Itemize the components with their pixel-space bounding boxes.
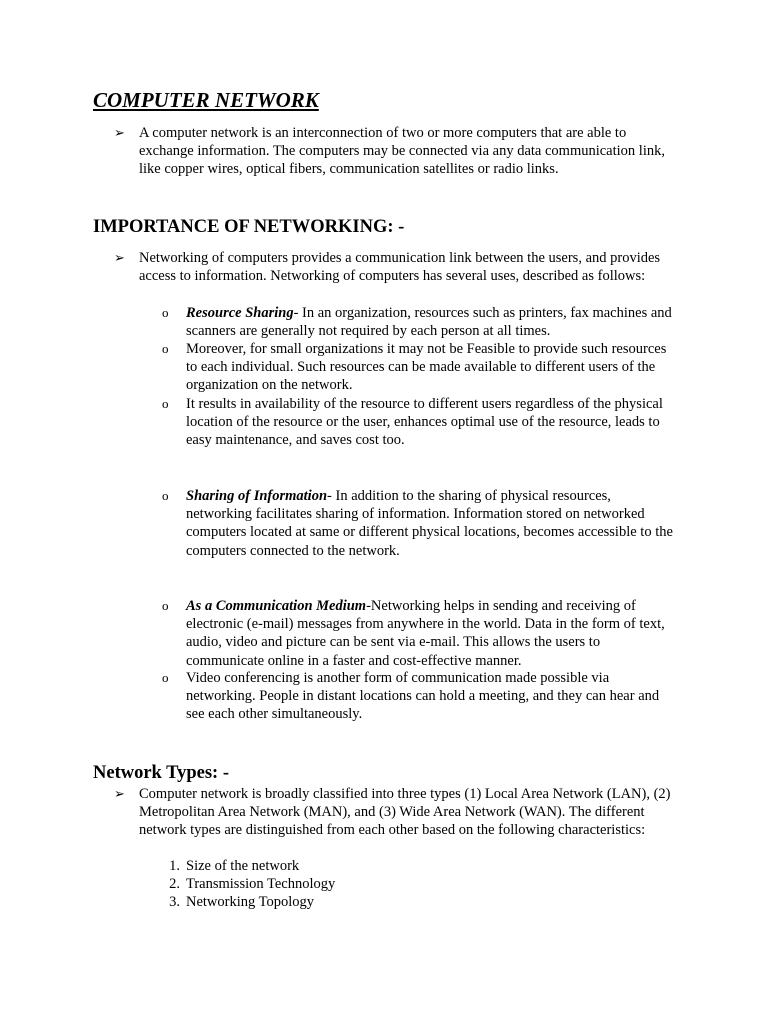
list-item [186,395,680,450]
list-number: 1. [169,858,180,874]
list-item [186,597,680,670]
circle-bullet-icon: o [162,670,169,685]
page-title: COMPUTER NETWORK [93,88,319,112]
list-item-text: Moreover, for small organizations it may not be Feasible to provide such resources to each individual. Such resources can be made available to different users of the organization on the network. [186,341,667,394]
list-item-text: Video conferencing is another form of communication made possible via networking. People in distant locations can hold a meeting, and they can hear and see each other simultaneously. [186,670,660,723]
list-item: Transmission Technology [186,876,336,892]
list-item [186,340,680,395]
arrow-bullet-icon: ➢ [114,125,125,140]
circle-bullet-icon: o [162,598,169,613]
arrow-bullet-icon: ➢ [114,250,125,265]
list-item-term: As a Communication Medium [186,598,367,614]
list-item-term: Sharing of Information [186,488,328,504]
list-item: Size of the network [186,858,300,874]
network-types-paragraph: Computer network is broadly classified into three types (1) Local Area Network (LAN), (2) Metropolitan Area Network (MAN), and (3) Wide Area Network (WAN). The different network types are distinguished from each other based on the following characteristics: [139,786,671,839]
list-item-text: -Networking helps in sending and receiving of electronic (e-mail) messages from anywhere in the world. Data in the form of text, audio, video and picture can be sent via e-mail. This allows the users to communicate online in a faster and cost-effective manner. [186,598,665,669]
list-number: 3. [169,894,180,910]
list-item-text: - In an organization, resources such as printers, fax machines and scanners are generally not required by each person at all times. [186,305,672,340]
list-item [186,304,680,340]
importance-paragraph: Networking of computers provides a communication link between the users, and provides access to information. Networking of computers has several uses, described as follows: [139,250,661,285]
list-item [186,487,680,560]
list-item-text: - In addition to the sharing of physical resources, networking facilitates sharing of information. Information stored on networked computers located at same or different physical locations, becomes accessible to the computers connected to the network. [186,488,673,559]
arrow-bullet-icon: ➢ [114,786,125,801]
list-item [186,669,680,724]
circle-bullet-icon: o [162,341,169,356]
intro-paragraph: A computer network is an interconnection of two or more computers that are able to exchange information. The computers may be connected via any data communication link, like copper wires, optical fibers, communication satellites or radio links. [139,125,665,178]
list-item-term: Resource Sharing [186,305,294,321]
circle-bullet-icon: o [162,488,169,503]
list-item: Networking Topology [186,894,315,910]
circle-bullet-icon: o [162,305,169,320]
network-types-heading: Network Types: - [93,763,229,783]
circle-bullet-icon: o [162,396,169,411]
list-item-text: It results in availability of the resource to different users regardless of the physical location of the resource or the user, enhances optimal use of the resource, leads to easy maintenance, and saves cost too. [186,396,663,449]
list-number: 2. [169,876,180,892]
importance-heading: IMPORTANCE OF NETWORKING: - [93,217,405,237]
